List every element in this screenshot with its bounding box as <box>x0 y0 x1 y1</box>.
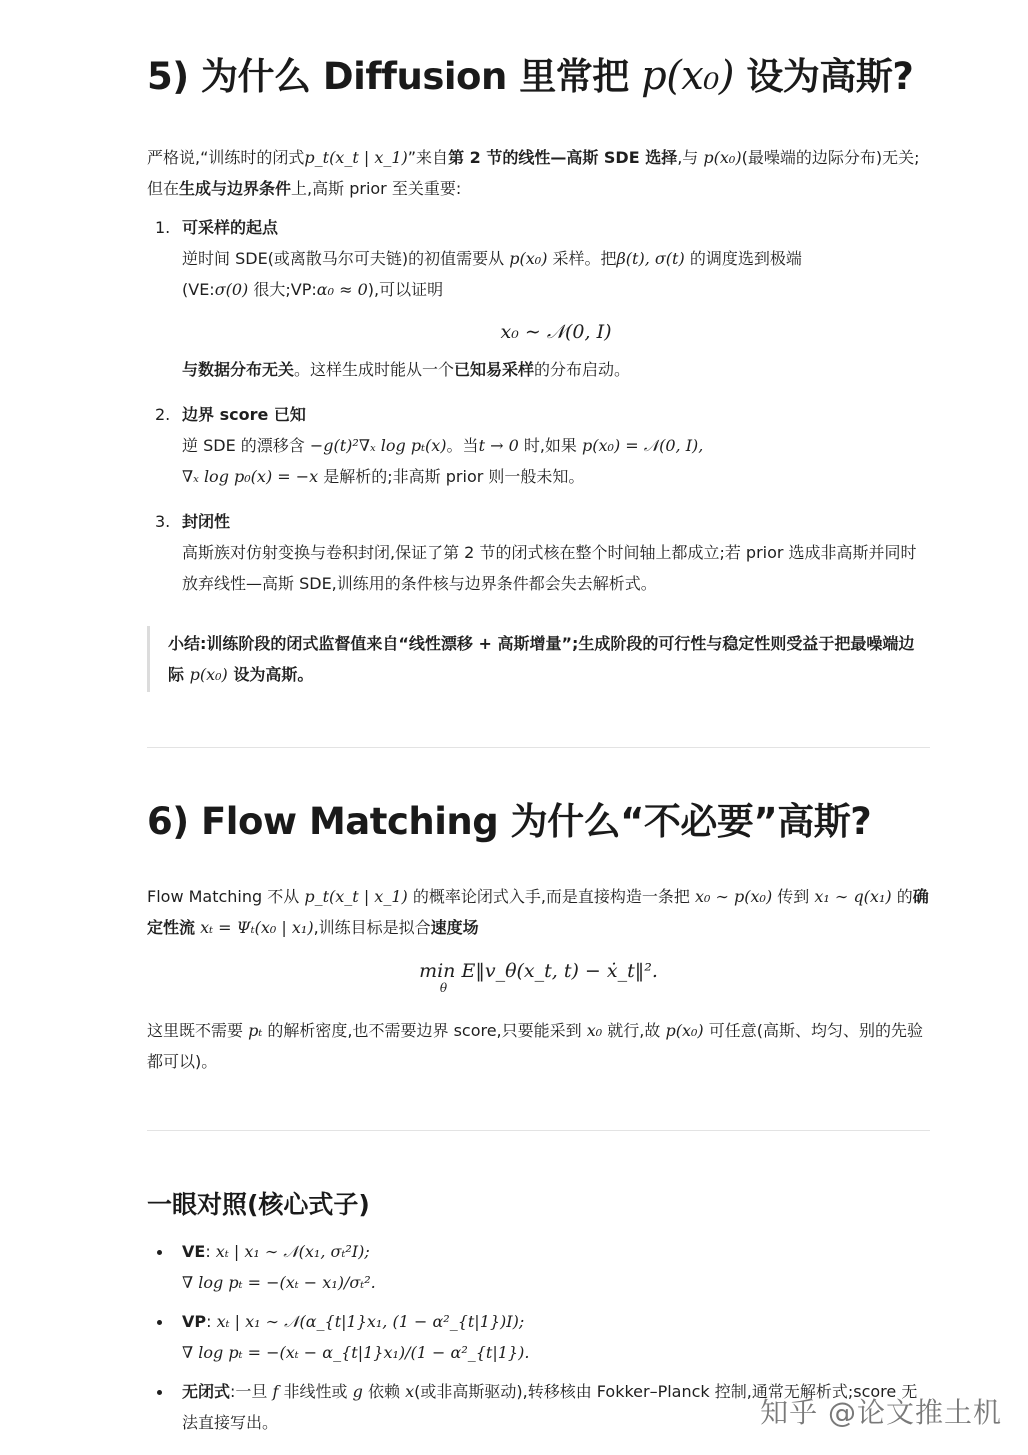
heading-text: 设为高斯? <box>746 55 914 98</box>
prior-reasons-list <box>147 212 930 599</box>
divider <box>147 747 930 748</box>
bullet <box>157 1250 162 1255</box>
item-title: 边界 score 已知 <box>182 405 306 424</box>
list-item: 2. 边界 score 已知 逆 SDE 的漂移含 −g(t)²∇ₓ log pₜ(x)。当t → 0 时,如果 p(x₀) = 𝒩(0, I), ∇ₓ log p₀(x) = −x 是解析的;非高斯 prior 则一般未知。 <box>155 405 704 486</box>
bullet <box>157 1320 162 1325</box>
section-6-paragraph-2: 这里既不需要 pₜ 的解析密度,也不需要边界 score,只要能采到 x₀ 就行,故 p(x₀) 可任意(高斯、均匀、别的先验都可以)。 <box>147 1021 923 1071</box>
section-6-heading: 6) Flow Matching 为什么“不必要”高斯? <box>147 800 872 843</box>
item-title: 封闭性 <box>182 512 231 531</box>
display-equation: x₀ ∼ 𝒩(0, I) <box>500 321 612 343</box>
section-6-paragraph-1: Flow Matching 不从 p_t(x_t | x_1) 的概率论闭式入手,而是直接构造一条把 x₀ ∼ p(x₀) 传到 x₁ ∼ q(x₁) 的确定性流 xₜ = Ψₜ(x₀ | x₁),训练目标是拟合速度场 <box>147 887 929 937</box>
zhihu-watermark: 知乎 @论文推土机 <box>760 1396 1002 1429</box>
section-5-heading <box>147 52 930 100</box>
section-5-intro: 严格说,“训练时的闭式p_t(x_t | x_1)”来自第 2 节的线性—高斯 SDE 选择,与 p(x₀)(最噪端的边际分布)无关;但在生成与边界条件上,高斯 prior 至关重要: <box>147 148 920 198</box>
min-subscript: θ <box>439 981 448 995</box>
list-item: 1. 可采样的起点 逆时间 SDE(或离散马尔可夫链)的初值需要从 p(x₀) 采样。把β(t), σ(t) 的调度选到极端 (VE:σ(0) 很大;VP:α₀ ≈ 0),可以证明 x₀ ∼ 𝒩(0, I) 与数据分布无关。这样生成时能从一个已知易采样的分布启动。 <box>147 212 930 385</box>
list-item: 无闭式:一旦 f 非线性或 g 依赖 x(或非高斯驱动),转移核由 Fokker–Planck 控制,通常无解析式;score 无法直接写出。 <box>147 1376 930 1438</box>
heading-math: p(x₀) <box>641 53 735 99</box>
heading-text: 5) 为什么 Diffusion 里常把 <box>147 55 629 98</box>
comparison-heading: 一眼对照(核心式子) <box>147 1190 370 1219</box>
summary-quote: 小结:训练阶段的闭式监督值来自“线性漂移 + 高斯增量”;生成阶段的可行性与稳定性则受益于把最噪端边际 p(x₀) 设为高斯。 <box>147 626 930 692</box>
flow-matching-objective: min E‖v_θ(x_t, t) − ẋ_t‖². θ <box>147 960 930 994</box>
bullet <box>157 1390 162 1395</box>
list-item: 3. 封闭性 高斯族对仿射变换与卷积封闭,保证了第 2 节的闭式核在整个时间轴上都成立;若 prior 选成非高斯并同时放弃线性—高斯 SDE,训练用的条件核与边界条件都会失去解析式。 <box>155 512 917 593</box>
item-title: 可采样的起点 <box>182 218 279 237</box>
list-item: VP: xₜ | x₁ ∼ 𝒩(α_{t|1}x₁, (1 − α²_{t|1})I); ∇ log pₜ = −(xₜ − α_{t|1}x₁)/(1 − α²_{t|1}). <box>147 1306 930 1368</box>
list-item: VE: xₜ | x₁ ∼ 𝒩(x₁, σₜ²I); ∇ log pₜ = −(xₜ − x₁)/σₜ². <box>147 1236 930 1298</box>
divider <box>147 1130 930 1131</box>
